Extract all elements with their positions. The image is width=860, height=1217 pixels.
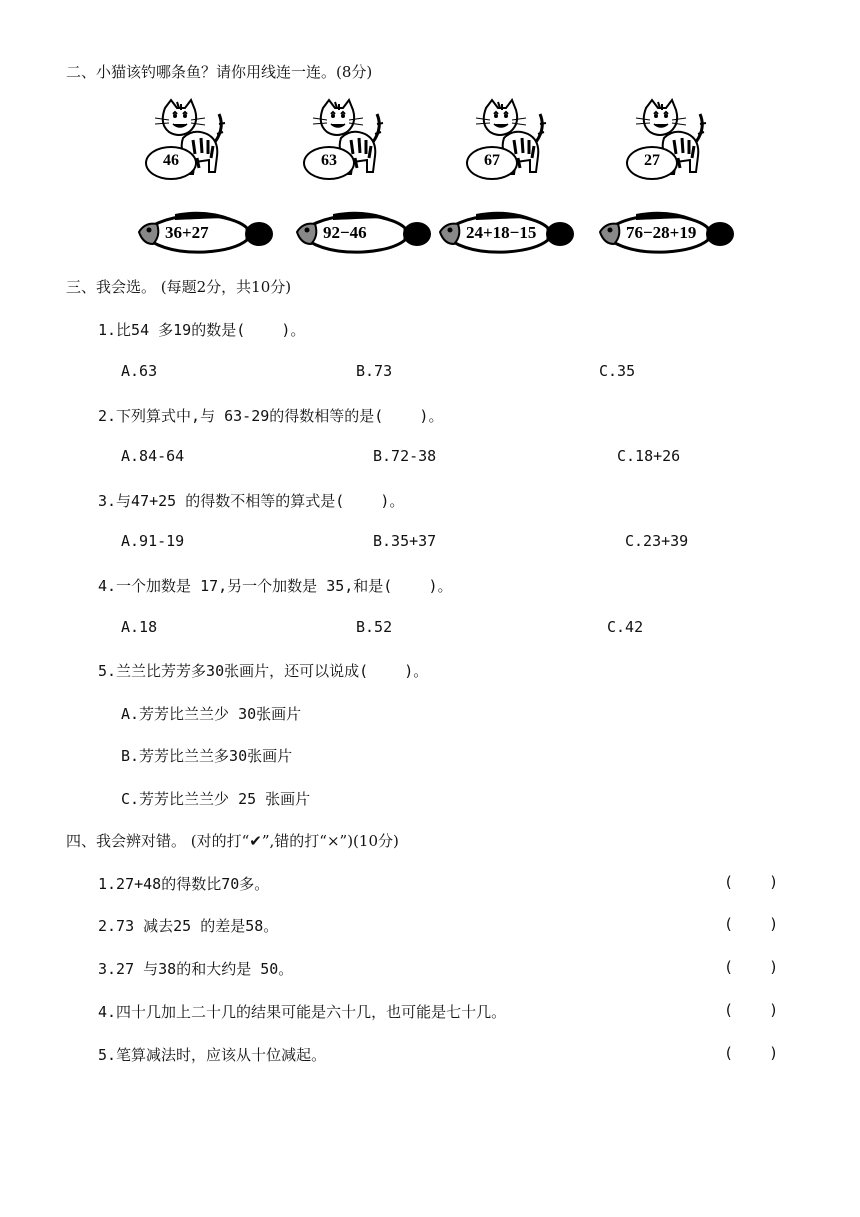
option-4b: B.52 xyxy=(356,618,393,636)
option-1a: A.63 xyxy=(121,362,158,380)
option-5a: A.芳芳比兰兰少 30张画片 xyxy=(121,705,302,723)
judge-item-5: 5.笔算减法时，应该从十位减起。 xyxy=(98,1046,327,1064)
fish-expression: 24+18−15 xyxy=(466,223,537,242)
option-1c: C.35 xyxy=(599,362,636,380)
answer-bracket-3[interactable]: ( ) xyxy=(724,958,779,976)
question-4: 4.一个加数是 17,另一个加数是 35,和是( )。 xyxy=(98,577,453,595)
judge-item-2: 2.73 减去25 的差是58。 xyxy=(98,917,279,935)
answer-bracket-1[interactable]: ( ) xyxy=(724,873,779,891)
question-2: 2.下列算式中,与 63-29的得数相等的是( )。 xyxy=(98,407,444,425)
fish-expression: 76−28+19 xyxy=(626,223,697,242)
question-5: 5.兰兰比芳芳多30张画片，还可以说成( )。 xyxy=(98,662,429,680)
judge-item-1: 1.27+48的得数比70多。 xyxy=(98,875,270,893)
option-3a: A.91-19 xyxy=(121,532,185,550)
judge-item-4: 4.四十几加上二十几的结果可能是六十几，也可能是七十几。 xyxy=(98,1003,507,1021)
option-1b: B.73 xyxy=(356,362,393,380)
section3-title: 三、我会选。 (每题2分，共10分) xyxy=(66,278,292,296)
option-3c: C.23+39 xyxy=(625,532,689,550)
judge-item-3: 3.27 与38的和大约是 50。 xyxy=(98,960,294,978)
cat-number: 63 xyxy=(321,152,337,169)
fish-expression: 36+27 xyxy=(165,223,209,242)
option-2c: C.18+26 xyxy=(617,447,681,465)
cat-number: 27 xyxy=(644,152,660,169)
section4-title: 四、我会辨对错。 (对的打“✔”,错的打“×”)(10分) xyxy=(66,832,399,850)
option-4a: A.18 xyxy=(121,618,158,636)
option-5c: C.芳芳比兰兰少 25 张画片 xyxy=(121,790,311,808)
answer-bracket-5[interactable]: ( ) xyxy=(724,1044,779,1062)
question-3: 3.与47+25 的得数不相等的算式是( )。 xyxy=(98,492,405,510)
section2-title: 二、小猫该钓哪条鱼？请你用线连一连。(8分) xyxy=(66,63,373,81)
option-5b: B.芳芳比兰兰多30张画片 xyxy=(121,747,293,765)
cat-number: 46 xyxy=(163,152,179,169)
answer-bracket-2[interactable]: ( ) xyxy=(724,915,779,933)
question-1: 1.比54 多19的数是( )。 xyxy=(98,321,306,339)
option-4c: C.42 xyxy=(607,618,644,636)
fish-expression: 92−46 xyxy=(323,223,367,242)
option-2b: B.72-38 xyxy=(373,447,437,465)
option-3b: B.35+37 xyxy=(373,532,437,550)
cat-number: 67 xyxy=(484,152,500,169)
answer-bracket-4[interactable]: ( ) xyxy=(724,1001,779,1019)
option-2a: A.84-64 xyxy=(121,447,185,465)
